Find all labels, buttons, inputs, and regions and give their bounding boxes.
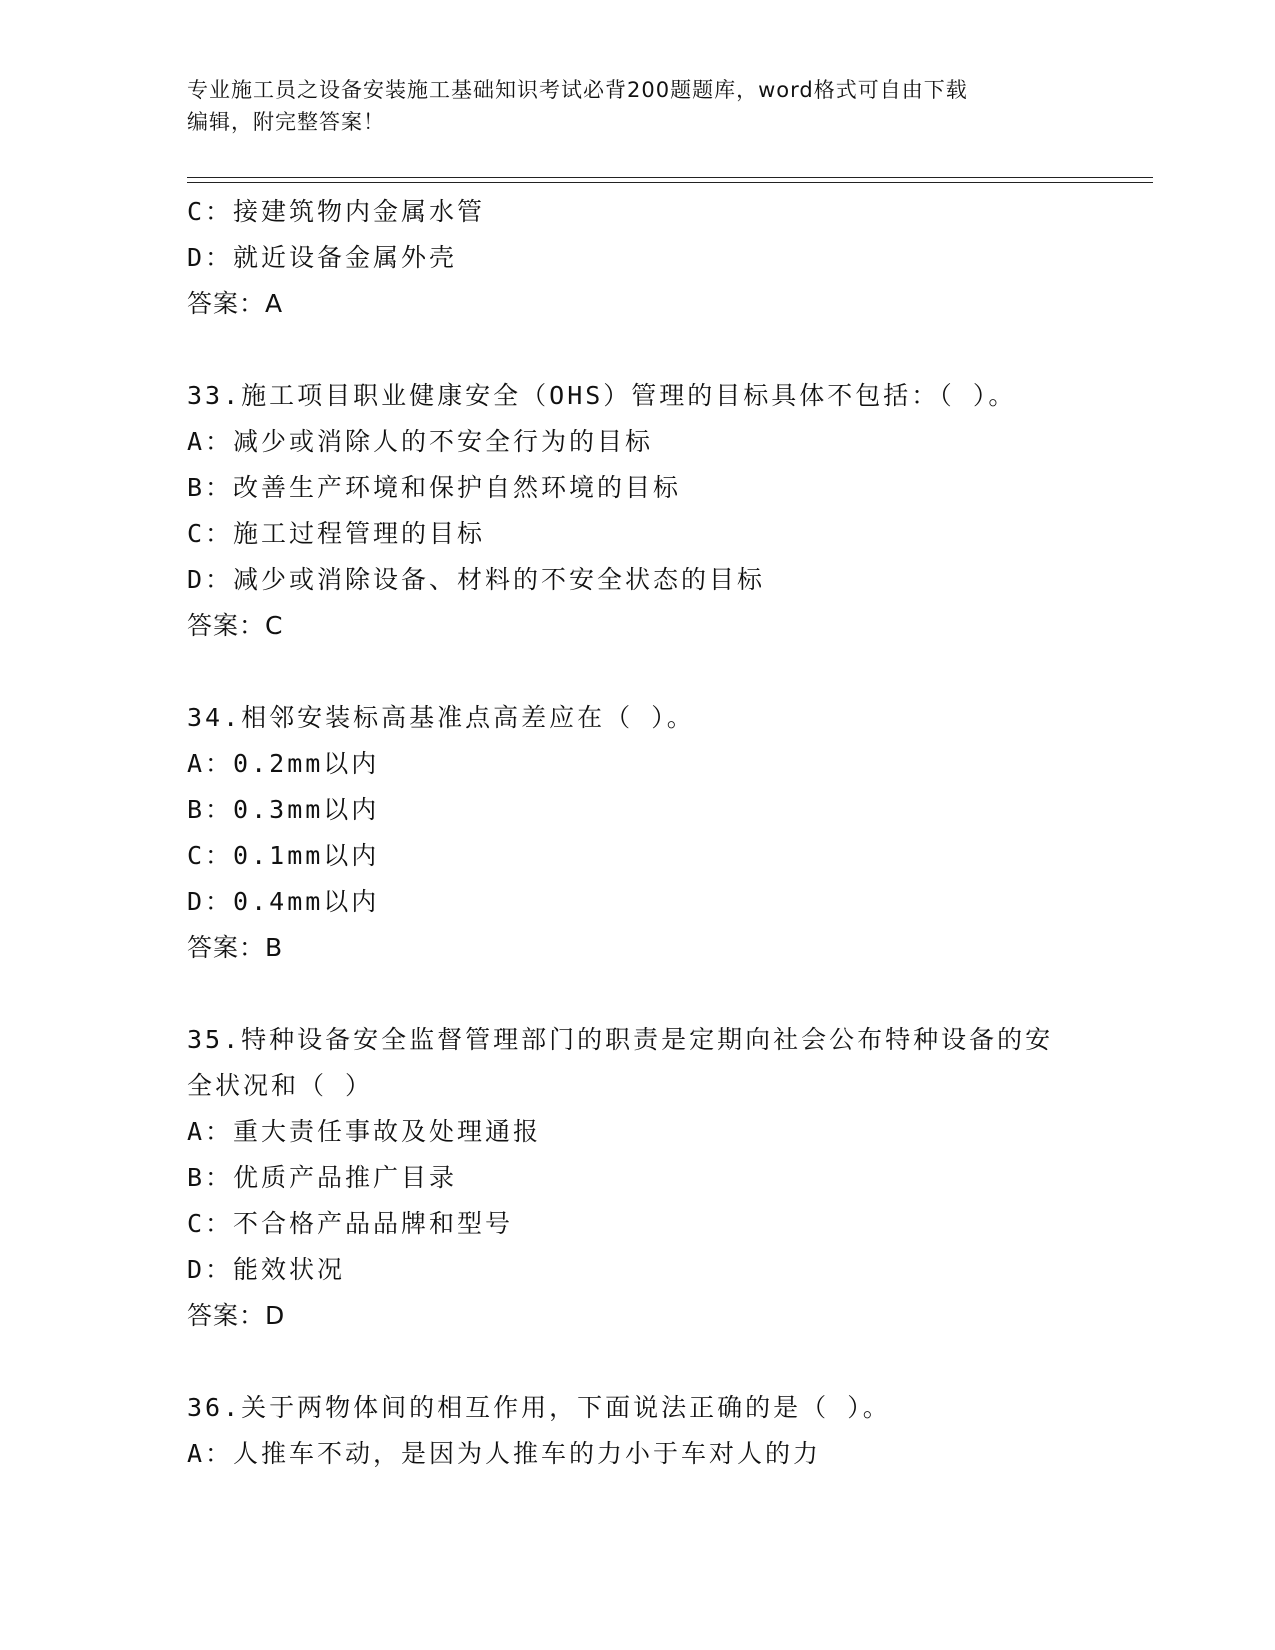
option-c: C：接建筑物内金属水管 [187,197,486,226]
option-c: C：0.1mm以内 [187,841,380,870]
header-divider-top [187,177,1153,178]
option-b: B：改善生产环境和保护自然环境的目标 [187,473,682,502]
question-36 [187,1385,1087,1477]
option-a: A：减少或消除人的不安全行为的目标 [187,427,654,456]
option-b: B：0.3mm以内 [187,795,380,824]
document-header [187,74,1067,138]
question-34 [187,695,1087,971]
option-d: D：就近设备金属外壳 [187,243,458,272]
spacer [187,327,1087,373]
answer-line: 答案：D [187,1301,286,1330]
header-divider-bottom [187,182,1153,183]
question-stem: 33.施工项目职业健康安全（OHS）管理的目标具体不包括：（ ）。 [187,381,1017,410]
question-33 [187,373,1087,649]
option-c: C：施工过程管理的目标 [187,519,486,548]
option-d: D：0.4mm以内 [187,887,380,916]
spacer [187,971,1087,1017]
answer-line: 答案：C [187,611,284,640]
option-b: B：优质产品推广目录 [187,1163,458,1192]
spacer [187,649,1087,695]
option-d: D：减少或消除设备、材料的不安全状态的目标 [187,565,766,594]
answer-line: 答案：B [187,933,284,962]
answer-line: 答案：A [187,289,284,318]
option-c: C：不合格产品品牌和型号 [187,1209,514,1238]
question-stem-continued: 全状况和（ ） [187,1071,374,1100]
header-title-line-1: 专业施工员之设备安装施工基础知识考试必背200题题库，word格式可自由下载 [187,78,968,102]
option-a: A：0.2mm以内 [187,749,380,778]
spacer [187,1339,1087,1385]
question-32-continued [187,189,1087,327]
question-list [187,189,1087,1477]
option-d: D：能效状况 [187,1255,346,1284]
question-35 [187,1017,1087,1339]
question-stem: 36.关于两物体间的相互作用，下面说法正确的是（ ）。 [187,1393,891,1422]
option-a: A：重大责任事故及处理通报 [187,1117,542,1146]
question-stem: 34.相邻安装标高基准点高差应在（ ）。 [187,703,695,732]
header-title-line-2: 编辑，附完整答案！ [187,110,385,134]
option-a: A：人推车不动，是因为人推车的力小于车对人的力 [187,1439,822,1468]
question-stem: 35.特种设备安全监督管理部门的职责是定期向社会公布特种设备的安 [187,1025,1054,1054]
